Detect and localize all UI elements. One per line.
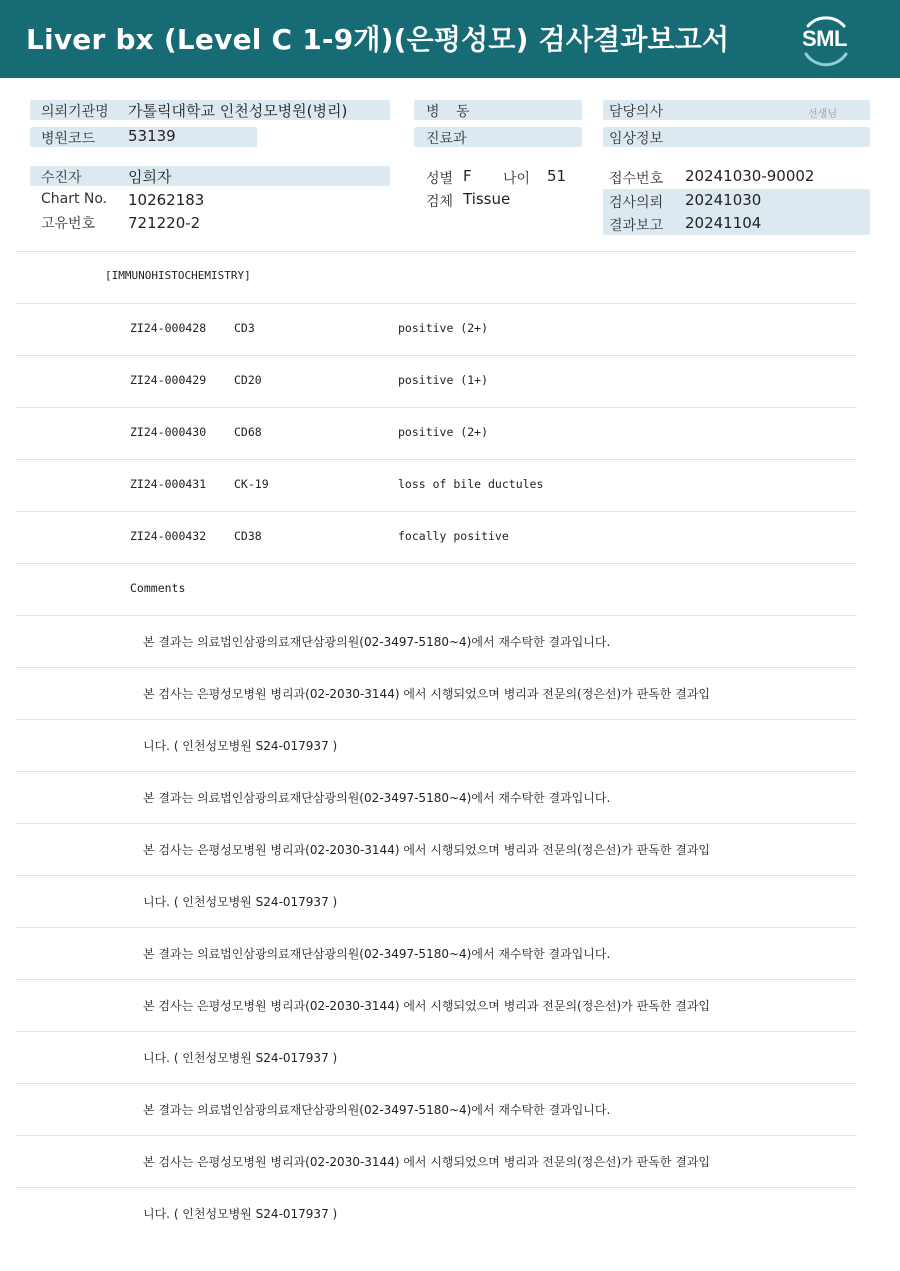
receipt-label: 접수번호 [609,171,664,187]
comment-line: 본 결과는 의료법인삼광의료재단삼광의원(02-3497-5180~4)에서 재수탁한 결과입니다. [143,947,611,961]
divider [16,1187,857,1188]
divider [16,615,857,616]
ihc-marker: CD38 [234,529,262,543]
comment-line: 본 검사는 은평성모병원 병리과(02-2030-3144) 에서 시행되었으며 병리과 전문의(정은선)가 판독한 결과입 [143,999,710,1013]
divider [16,563,857,564]
divider [16,303,857,304]
dept-label: 진료과 [426,131,467,147]
ihc-code: ZI24-000432 [130,529,207,543]
hospital-code-label: 병원코드 [41,131,96,147]
sex-label: 성별 [426,171,454,187]
specimen-value: Tissue [463,190,511,208]
request-label: 검사의뢰 [609,195,664,211]
divider [16,407,857,408]
divider [16,771,857,772]
divider [16,823,857,824]
divider [16,459,857,460]
ihc-marker: CK-19 [234,477,269,491]
clinical-label: 임상정보 [609,131,664,147]
comment-line: 니다. ( 인천성모병원 S24-017937 ) [143,1207,338,1221]
divider [16,1083,857,1084]
divider [16,719,857,720]
comment-line: 본 검사는 은평성모병원 병리과(02-2030-3144) 에서 시행되었으며 병리과 전문의(정은선)가 판독한 결과입 [143,687,710,701]
sml-logo [796,12,856,68]
report-date-label: 결과보고 [609,218,664,234]
patient-label: 수진자 [41,170,82,186]
divider [16,927,857,928]
divider [16,1135,857,1136]
comment-line: 본 결과는 의료법인삼광의료재단삼광의원(02-3497-5180~4)에서 재수탁한 결과입니다. [143,635,611,649]
id-label: 고유번호 [41,216,96,232]
comment-line: 본 결과는 의료법인삼광의료재단삼광의원(02-3497-5180~4)에서 재수탁한 결과입니다. [143,1103,611,1117]
comment-line: 니다. ( 인천성모병원 S24-017937 ) [143,1051,338,1065]
institution-label: 의뢰기관명 [41,104,109,120]
report-header [0,0,900,78]
logo-text: SML [802,26,847,51]
comments-label: Comments [130,581,186,595]
ihc-result: positive (2+) [398,321,489,335]
comment-line: 본 결과는 의료법인삼광의료재단삼광의원(02-3497-5180~4)에서 재수탁한 결과입니다. [143,791,611,805]
chart-value: 10262183 [128,191,205,209]
ihc-result: loss of bile ductules [398,477,544,491]
ihc-marker: CD3 [234,321,255,335]
comment-line: 니다. ( 인천성모병원 S24-017937 ) [143,739,338,753]
comment-line: 본 검사는 은평성모병원 병리과(02-2030-3144) 에서 시행되었으며 병리과 전문의(정은선)가 판독한 결과입 [143,1155,710,1169]
doctor-suffix: 선생님 [808,109,837,120]
sex-value: F [463,167,472,185]
ihc-code: ZI24-000429 [130,373,207,387]
request-value: 20241030 [685,191,762,209]
chart-label: Chart No. [41,191,108,207]
ward-label: 병 동 [426,104,476,120]
ihc-marker: CD68 [234,425,262,439]
id-value: 721220-2 [128,214,201,232]
institution-value: 가톨릭대학교 인천성모병원(병리) [128,102,348,120]
hospital-code-value: 53139 [128,127,176,145]
divider [16,979,857,980]
comment-line: 본 검사는 은평성모병원 병리과(02-2030-3144) 에서 시행되었으며 병리과 전문의(정은선)가 판독한 결과입 [143,843,710,857]
ihc-code: ZI24-000431 [130,477,207,491]
ihc-code: ZI24-000428 [130,321,207,335]
report-title: Liver bx (Level C 1-9개)(은평성모) 검사결과보고서 [26,23,730,56]
ihc-code: ZI24-000430 [130,425,207,439]
ihc-result: positive (2+) [398,425,489,439]
divider [16,667,857,668]
report-date-value: 20241104 [685,214,762,232]
divider [16,251,857,252]
comment-line: 니다. ( 인천성모병원 S24-017937 ) [143,895,338,909]
ihc-result: positive (1+) [398,373,489,387]
receipt-value: 20241030-90002 [685,167,815,185]
divider [16,511,857,512]
doctor-label: 담당의사 [609,104,664,120]
divider [16,875,857,876]
age-label: 나이 [503,171,531,187]
ihc-marker: CD20 [234,373,262,387]
patient-value: 임희자 [128,168,172,186]
ihc-result: focally positive [398,529,509,543]
patient-box [30,166,390,186]
section-title: [IMMUNOHISTOCHEMISTRY] [105,269,251,282]
divider [16,1031,857,1032]
specimen-label: 검체 [426,194,454,210]
age-value: 51 [547,167,567,185]
divider [16,355,857,356]
